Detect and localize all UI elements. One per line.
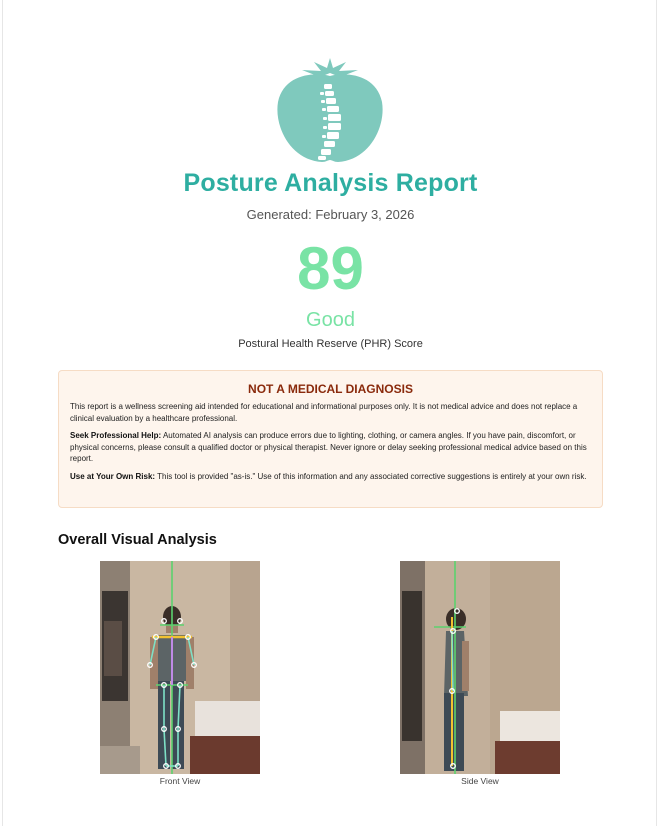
help-label: Seek Professional Help:	[70, 431, 162, 440]
visual-analysis-heading: Overall Visual Analysis	[58, 532, 217, 548]
help-text: Automated AI analysis can produce errors due to lighting, clothing, or camera angles. If you have pain, discomfort, or physical concerns, please consult a qualified doctor or physical therapist. Never ignore or delay seeking professional medical advice based on this report.	[70, 431, 587, 463]
risk-text: This tool is provided "as-is." Use of this information and any associated corrective suggestions is entirely at your own risk.	[157, 471, 587, 481]
report-title: Posture Analysis Report	[183, 169, 478, 197]
disclaimer-intro: This report is a wellness screening aid intended for educational and informational purposes only. It is not medical advice and does not replace a clinical evaluation by a healthcare professional.	[70, 402, 578, 423]
medical-disclaimer-box	[58, 370, 603, 508]
score-grade: Good	[306, 309, 355, 331]
generated-date: Generated: February 3, 2026	[246, 207, 415, 222]
tomato-spine-logo-icon	[276, 54, 384, 164]
disclaimer-professional-help	[70, 430, 591, 465]
disclaimer-title: NOT A MEDICAL DIAGNOSIS	[248, 382, 413, 396]
side-view-image	[400, 561, 560, 774]
front-view-caption: Front View	[159, 776, 201, 786]
risk-label: Use at Your Own Risk:	[70, 471, 156, 481]
front-view-image	[100, 561, 260, 774]
side-view-caption: Side View	[461, 776, 499, 786]
disclaimer-own-risk	[70, 471, 591, 483]
score-caption: Postural Health Reserve (PHR) Score	[238, 338, 423, 350]
phr-score: 89	[297, 235, 364, 302]
